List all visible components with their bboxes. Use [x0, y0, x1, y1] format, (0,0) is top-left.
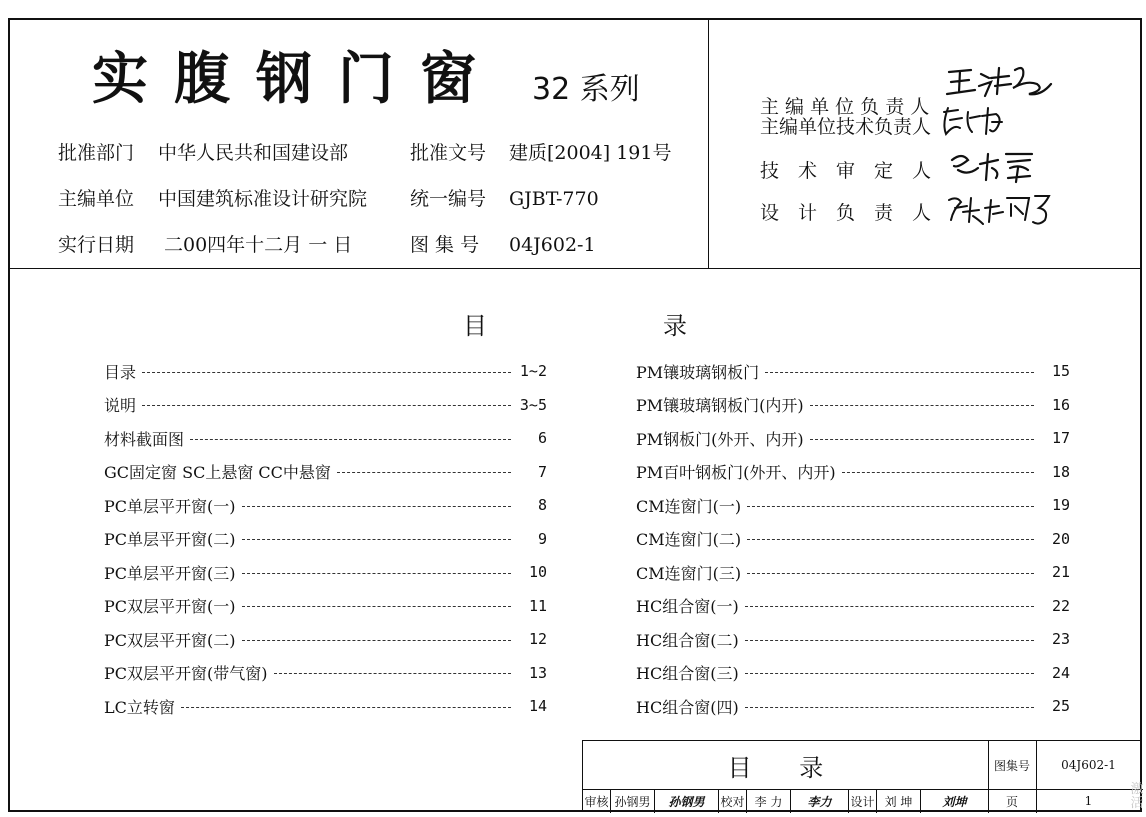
toc-leader [242, 506, 512, 507]
toc-entry[interactable] [636, 392, 1070, 418]
toc-entry-title: CM连窗门(二) [636, 530, 742, 549]
toc-entry[interactable] [636, 693, 1070, 719]
toc-leader [810, 405, 1034, 406]
toc-leader [190, 439, 511, 440]
toc-leader [810, 439, 1034, 440]
toc-entry-title: 材料截面图 [104, 429, 185, 449]
toc-entry-title: PM镶玻璃钢板门(内开) [636, 396, 804, 415]
approval-no-label: 批准文号 [410, 142, 487, 164]
toc-entry-page: 6 [537, 429, 547, 447]
toc-leader [142, 405, 511, 406]
approval-dept-label: 批准部门 [58, 142, 135, 164]
toc-entry-page: 25 [1051, 697, 1070, 715]
signature-label-design-head: 设 计 负 责 人 [760, 202, 932, 224]
toc-leader [142, 372, 511, 373]
toc-entry-title: CM连窗门(三) [636, 563, 742, 583]
toc-entry[interactable] [636, 660, 1070, 686]
atlas-no-label-cell: 图集号 [993, 758, 1030, 773]
toc-entry-page: 17 [1051, 429, 1070, 447]
toc-leader [745, 673, 1034, 674]
signature-label-technical-reviewer: 技 术 审 定 人 [760, 160, 932, 182]
toc-entry-page: 12 [528, 630, 547, 648]
toc-entry-page: 7 [537, 462, 547, 481]
review-sign: 孙钢男 [655, 789, 719, 813]
toc-leader [747, 539, 1034, 540]
toc-entry-page: 8 [537, 496, 547, 514]
toc-entry[interactable] [104, 559, 547, 585]
effective-date-label: 实行日期 [58, 234, 135, 256]
unified-no-value: GJBT-770 [509, 188, 599, 210]
check-sign: 李力 [791, 789, 849, 813]
toc-entry-title: PM镶玻璃钢板门 [636, 362, 760, 382]
toc-entry-title: PC双层平开窗(二) [104, 630, 236, 650]
check-label: 校对 [719, 789, 747, 813]
toc-entry-page: 11 [528, 596, 547, 615]
toc-left-column [104, 358, 547, 719]
toc-entry[interactable] [104, 492, 547, 518]
toc-leader [765, 372, 1034, 373]
toc-leader [842, 472, 1034, 473]
toc-entry-title: PC双层平开窗(带气窗) [104, 664, 268, 683]
toc-entry-title: PC单层平开窗(三) [104, 563, 236, 583]
header-vertical-divider [708, 18, 709, 268]
toc-leader [747, 506, 1034, 507]
design-label: 设计 [849, 789, 877, 813]
toc-entry-title: HC组合窗(四) [636, 697, 739, 717]
toc-leader [337, 472, 511, 473]
page-label-cell: 页 [1005, 794, 1018, 809]
toc-entry-page: 23 [1051, 630, 1070, 648]
watermark-text: 激活 [1130, 782, 1144, 811]
toc-entry-page: 15 [1051, 362, 1070, 380]
toc-entry[interactable] [104, 593, 547, 619]
toc-entry-page: 18 [1051, 462, 1070, 481]
toc-leader [745, 606, 1034, 607]
toc-entry-title: PM百叶钢板门(外开、内开) [636, 463, 836, 482]
unified-no-label: 统一编号 [410, 188, 487, 210]
toc-leader [274, 673, 512, 674]
header-divider [8, 268, 1142, 269]
design-name: 刘 坤 [877, 789, 921, 813]
toc-entry[interactable] [104, 660, 547, 686]
approval-no-value: 建质[2004] 191号 [509, 142, 672, 164]
toc-entry[interactable] [104, 358, 547, 384]
toc-entry[interactable] [104, 626, 547, 652]
toc-entry-title: HC组合窗(二) [636, 630, 739, 650]
toc-entry[interactable] [104, 693, 547, 719]
toc-entry[interactable] [104, 425, 547, 451]
check-name: 李 力 [747, 789, 791, 813]
toc-entry-page: 22 [1051, 596, 1070, 615]
toc-entry-page: 10 [528, 563, 547, 581]
toc-entry-title: HC组合窗(一) [636, 597, 739, 616]
toc-entry[interactable] [636, 626, 1070, 652]
toc-entry-page: 14 [528, 697, 547, 715]
atlas-title: 实腹钢门窗 [92, 47, 502, 112]
atlas-no-value-cell: 04J602-1 [1061, 758, 1116, 772]
toc-entry[interactable] [636, 358, 1070, 384]
toc-entry[interactable] [636, 492, 1070, 518]
toc-entry-page: 20 [1051, 529, 1070, 548]
signature-chief-unit-head [945, 62, 1055, 98]
toc-leader [747, 573, 1034, 574]
signature-label-chief-unit-head: 主 编 单 位 负 责 人 [760, 96, 930, 118]
atlas-no-value: 04J602-1 [509, 234, 596, 256]
toc-entry[interactable] [104, 392, 547, 418]
toc-entry-title: HC组合窗(三) [636, 664, 739, 683]
signature-label-technical-head: 主编单位技术负责人 [760, 116, 932, 138]
toc-leader [745, 640, 1034, 641]
atlas-series: 32 系列 [532, 72, 640, 107]
toc-entry[interactable] [636, 459, 1070, 485]
review-name: 孙钢男 [611, 789, 655, 813]
chief-unit-value: 中国建筑标准设计研究院 [158, 188, 368, 210]
signature-technical-head [938, 104, 1018, 140]
toc-entry-title: CM连窗门(一) [636, 496, 742, 516]
toc-entry[interactable] [104, 459, 547, 485]
design-sign: 刘坤 [942, 794, 967, 809]
toc-entry[interactable] [104, 526, 547, 552]
toc-right-column [636, 358, 1070, 719]
chief-unit-label: 主编单位 [58, 188, 135, 210]
toc-leader [242, 573, 512, 574]
toc-entry[interactable] [636, 526, 1070, 552]
toc-leader [181, 707, 511, 708]
toc-entry-title: PC单层平开窗(一) [104, 496, 236, 516]
signature-technical-reviewer [948, 146, 1040, 186]
toc-entry[interactable] [636, 559, 1070, 585]
review-label: 审核 [583, 789, 611, 813]
toc-entry-page: 21 [1051, 563, 1070, 581]
sheet-title: 目 录 [727, 753, 844, 782]
toc-entry[interactable] [636, 425, 1070, 451]
toc-entry-title: PC双层平开窗(一) [104, 597, 236, 616]
toc-leader [242, 539, 512, 540]
toc-entry-title: 目录 [104, 362, 137, 382]
toc-entry-title: GC固定窗 SC上悬窗 CC中悬窗 [104, 463, 331, 482]
toc-heading-left: 目 [463, 312, 487, 340]
page-value-cell: 1 [1084, 794, 1093, 808]
atlas-no-label: 图 集 号 [410, 234, 480, 256]
toc-heading-right: 录 [663, 312, 687, 340]
approval-dept-value: 中华人民共和国建设部 [158, 142, 349, 164]
title-block [582, 740, 1142, 812]
toc-entry-page: 24 [1051, 663, 1070, 682]
toc-entry-title: 说明 [104, 396, 137, 415]
toc-entry[interactable] [636, 593, 1070, 619]
signature-design-head [945, 190, 1055, 228]
toc-entry-page: 13 [528, 663, 547, 682]
toc-entry-page: 1~2 [519, 362, 547, 380]
toc-entry-title: LC立转窗 [104, 697, 175, 717]
toc-entry-page: 3~5 [519, 395, 547, 414]
toc-entry-page: 19 [1051, 496, 1070, 514]
toc-leader [745, 707, 1034, 708]
toc-entry-title: PC单层平开窗(二) [104, 530, 236, 549]
toc-entry-page: 9 [537, 529, 547, 548]
toc-leader [242, 640, 512, 641]
effective-date-value: 二00四年十二月 一 日 [164, 234, 353, 256]
toc-leader [242, 606, 512, 607]
toc-entry-page: 16 [1051, 395, 1070, 414]
toc-entry-title: PM钢板门(外开、内开) [636, 429, 804, 449]
